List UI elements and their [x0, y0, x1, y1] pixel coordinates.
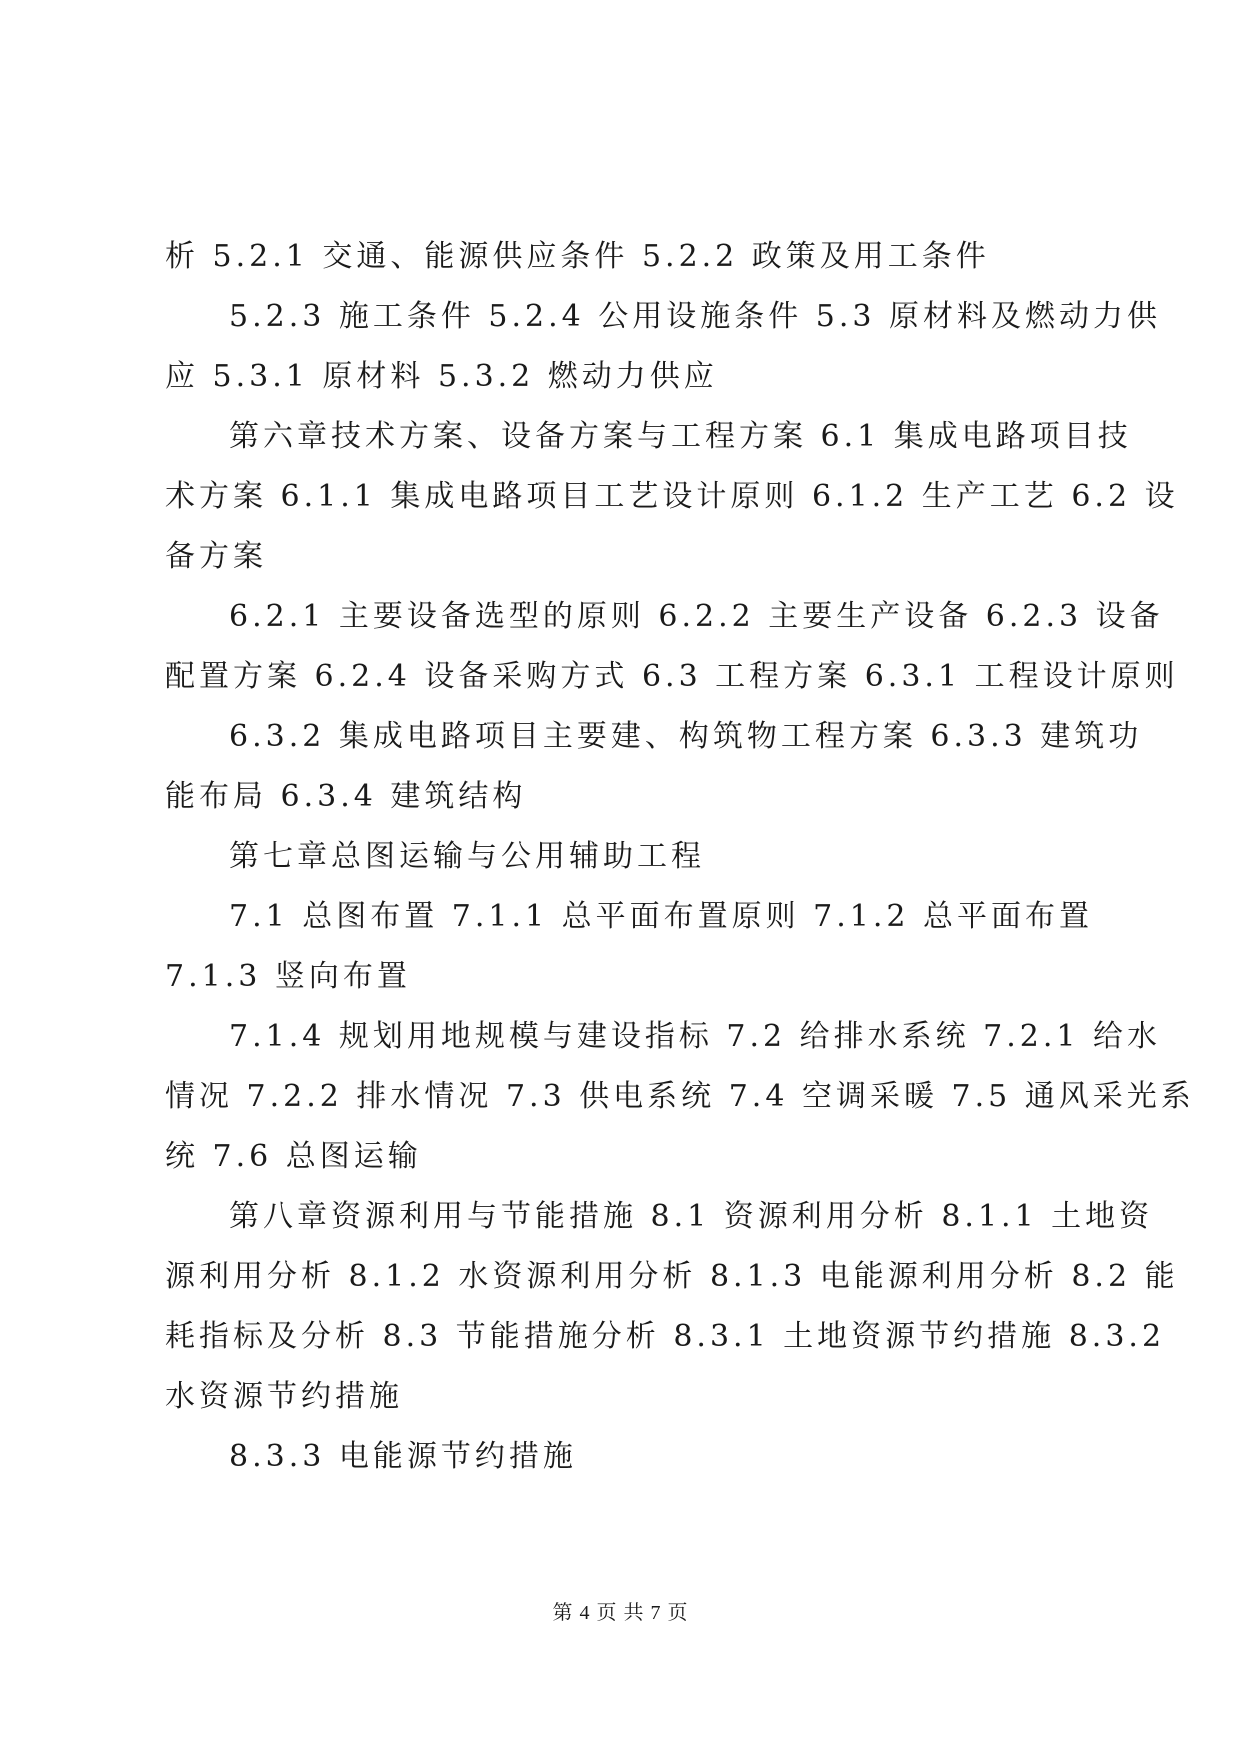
text-line: 耗指标及分析 8.3 节能措施分析 8.3.1 土地资源节约措施 8.3.2 [165, 1319, 1166, 1354]
paragraph [165, 707, 1143, 827]
text-line: 情况 7.2.2 排水情况 7.3 供电系统 7.4 空调采暖 7.5 通风采光系 [165, 1079, 1195, 1114]
paragraph [165, 287, 1162, 407]
text-line: 统 7.6 总图运输 [165, 1139, 422, 1174]
paragraph [165, 227, 1100, 287]
text-line: 7.1.3 竖向布置 [165, 959, 411, 994]
page-footer: 第 4 页 共 7 页 [552, 1602, 689, 1624]
paragraph [165, 407, 1179, 587]
text-line: 8.3.3 电能源节约措施 [229, 1439, 577, 1474]
text-line: 第六章技术方案、设备方案与工程方案 6.1 集成电路项目技 [229, 419, 1132, 454]
text-line: 备方案 [165, 539, 267, 574]
text-line: 第七章总图运输与公用辅助工程 [229, 839, 705, 874]
paragraph [165, 587, 1179, 707]
text-line: 术方案 6.1.1 集成电路项目工艺设计原则 6.1.2 生产工艺 6.2 设 [165, 479, 1179, 514]
paragraph [165, 887, 1100, 1007]
paragraph [165, 1427, 1100, 1487]
document-body [165, 227, 1195, 1487]
text-line: 6.3.2 集成电路项目主要建、构筑物工程方案 6.3.3 建筑功 [229, 719, 1143, 754]
text-line: 能布局 6.3.4 建筑结构 [165, 779, 527, 814]
text-line: 第八章资源利用与节能措施 8.1 资源利用分析 8.1.1 土地资 [229, 1199, 1154, 1234]
text-line: 6.2.1 主要设备选型的原则 6.2.2 主要生产设备 6.2.3 设备 [229, 599, 1164, 634]
paragraph [165, 1007, 1195, 1187]
text-line: 水资源节约措施 [165, 1379, 403, 1414]
text-line: 析 5.2.1 交通、能源供应条件 5.2.2 政策及用工条件 [165, 239, 990, 274]
text-line: 配置方案 6.2.4 设备采购方式 6.3 工程方案 6.3.1 工程设计原则 [165, 659, 1179, 694]
text-line: 5.2.3 施工条件 5.2.4 公用设施条件 5.3 原材料及燃动力供 [229, 299, 1162, 334]
text-line: 7.1 总图布置 7.1.1 总平面布置原则 7.1.2 总平面布置 [229, 899, 1094, 934]
text-line: 应 5.3.1 原材料 5.3.2 燃动力供应 [165, 359, 718, 394]
paragraph [165, 827, 1100, 887]
paragraph [165, 1187, 1179, 1427]
text-line: 7.1.4 规划用地规模与建设指标 7.2 给排水系统 7.2.1 给水 [229, 1019, 1162, 1054]
text-line: 源利用分析 8.1.2 水资源利用分析 8.1.3 电能源利用分析 8.2 能 [165, 1259, 1179, 1294]
